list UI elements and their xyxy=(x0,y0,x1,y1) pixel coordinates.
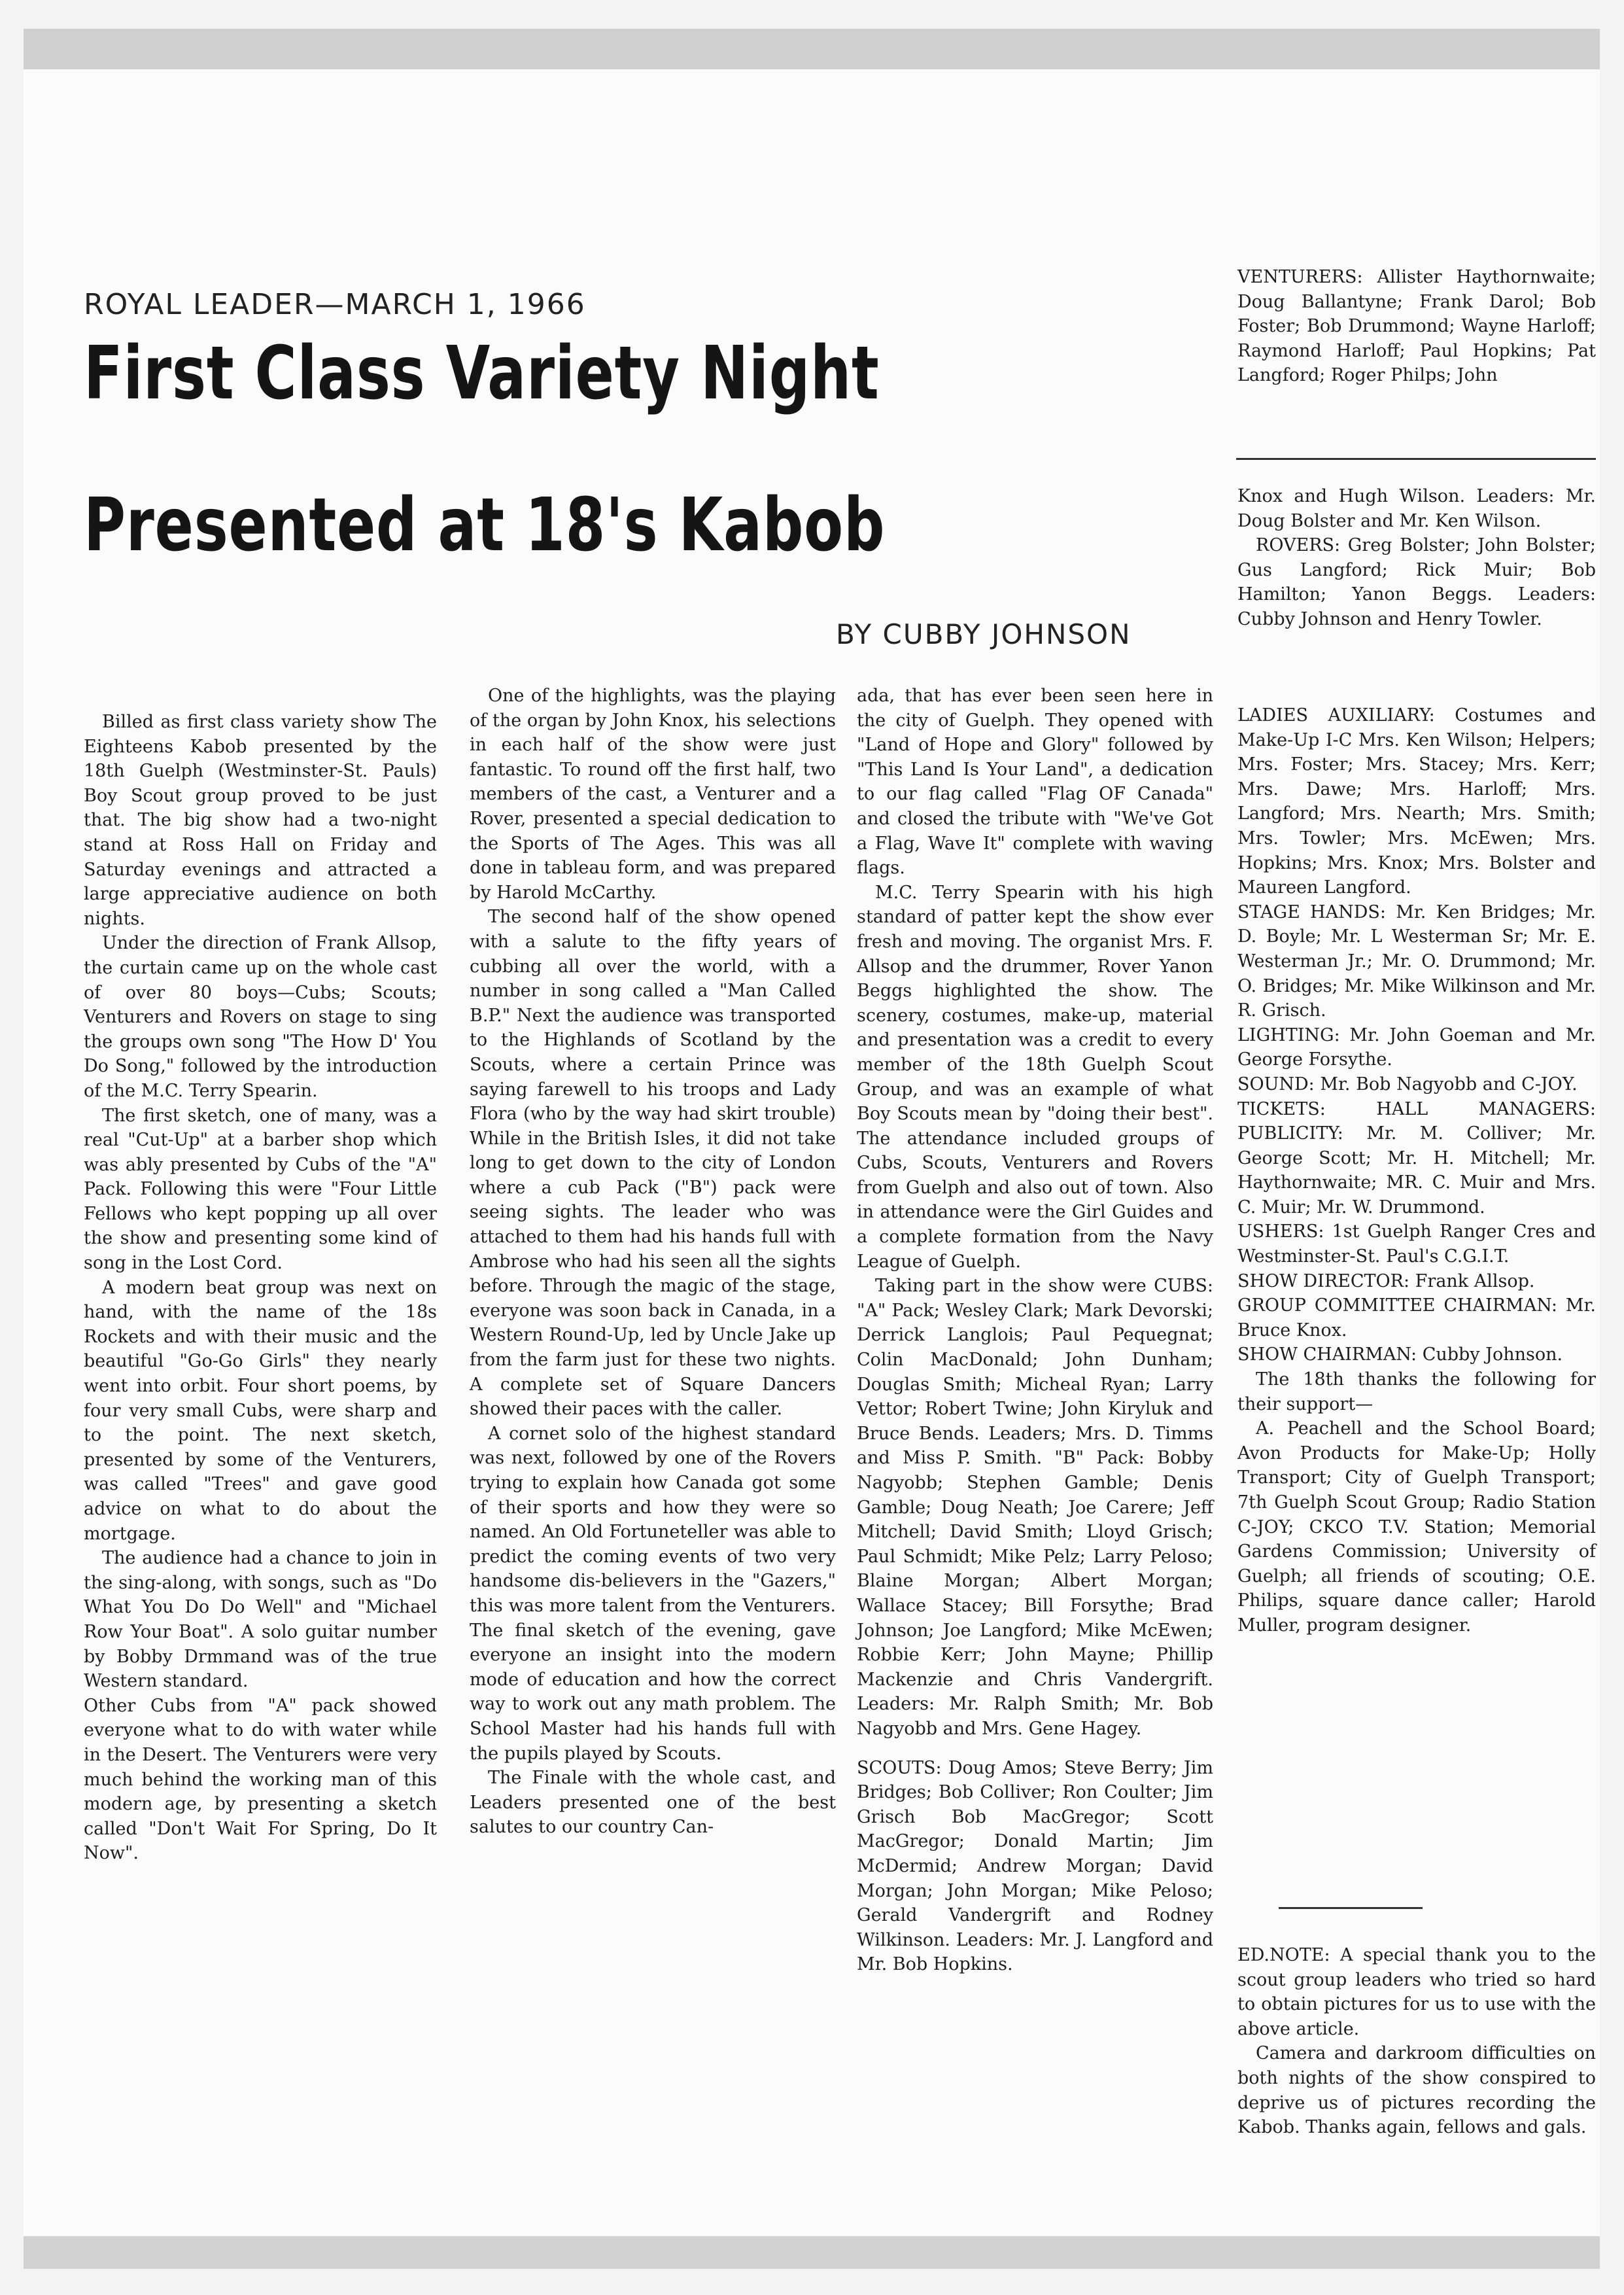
leaders-list xyxy=(1237,484,1596,632)
paragraph: SHOW DIRECTOR: Frank Allsop. xyxy=(1237,1270,1535,1291)
paragraph: A cornet solo of the highest standard was next, followed by one of the Rovers trying to explain how Canada got some of their sports and how they were so named. An Old Fortuneteller was able to predict the coming events of two very handsome dis-believers in the "Gazers," this was more talent from the Venturers. The final sketch of the evening, gave everyone an insight into the modern mode of education and how the correct way to work out any math problem. The School Master had his hands full with the pupils played by Scouts. xyxy=(470,1423,836,1764)
article-column-3 xyxy=(857,684,1213,1977)
paragraph: ED.NOTE: A special thank you to the scout group leaders who tried so hard to obtain pictures for us to use with the above article. xyxy=(1237,1945,1596,2039)
paragraph: SCOUTS: Doug Amos; Steve Berry; Jim Bridges; Bob Colliver; Ron Coulter; Jim Grisch Bob MacGregor; Scott MacGregor; Donald Martin; Jim McDermid; Andrew Morgan; David Morgan; John Morgan; Mike Peloso; Gerald Vandergrift and Rodney Wilkinson. Leaders: Mr. J. Langford and Mr. Bob Hopkins. xyxy=(857,1757,1213,1975)
paragraph: M.C. Terry Spearin with his high standard of patter kept the show ever fresh and moving. The organist Mrs. F. Allsop and the drummer, Rover Yanon Beggs highlighted the show. The scenery, costumes, make-up, material and presentation was a credit to every member of the 18th Guelph Scout Group, and was an example of what Boy Scouts mean by "doing their best". The attendance included groups of Cubs, Scouts, Venturers and Rovers from Guelph and also out of town. Also in attendance were the Girl Guides and a complete formation from the Navy League of Guelph. xyxy=(857,882,1213,1272)
scan-top-band xyxy=(24,29,1600,69)
paragraph: A modern beat group was next on hand, with the name of the 18s Rockets and with their music and the beautiful "Go-Go Girls" they nearly went into orbit. Four short poems, by four very small Cubs, were sharp and to the point. The next sketch, presented by some of the Venturers, was called "Trees" and gave good advice on what to do about the mortgage. xyxy=(84,1277,437,1544)
paragraph: USHERS: 1st Guelph Ranger Cres and Westminster-St. Paul's C.G.I.T. xyxy=(1237,1221,1596,1267)
paragraph: ada, that has ever been seen here in the city of Guelph. They opened with "Land of Hope and Glory" followed by "This Land Is Your Land", a dedication to our flag called "Flag OF Canada" and closed the tribute with "We've Got a Flag, Wave It" complete with waving flags. xyxy=(857,686,1213,879)
paragraph: VENTURERS: Allister Haythornwaite; Doug Ballantyne; Frank Darol; Bob Foster; Bob Drummond; Wayne Harloff; Raymond Harloff; Paul Hopkins; Pat Langford; Roger Philps; John xyxy=(1237,267,1596,386)
divider-rule xyxy=(1279,1907,1423,1909)
scan-bottom-band xyxy=(24,2236,1600,2269)
paragraph: SHOW CHAIRMAN: Cubby Johnson. xyxy=(1237,1344,1563,1365)
paragraph: Billed as first class variety show The Eighteens Kabob presented by the 18th Guelph (Westminster-St. Pauls) Boy Scout group proved to be just that. The big show had a two-night stand at Ross Hall on Friday and Saturday evenings and attracted a large appreciative audience on both nights. xyxy=(84,712,437,929)
paragraph: Taking part in the show were CUBS: "A" Pack; Wesley Clark; Mark Devorski; Derrick Langlois; Paul Pequegnat; Colin MacDonald; John Dunham; Douglas Smith; Micheal Ryan; Larry Vettor; Robert Twine; John Kiryluk and Bruce Bends. Leaders; Mrs. D. Timms and Miss P. Smith. "B" Pack: Bobby Nagyobb; Stephen Gamble; Denis Gamble; Doug Neath; Joe Carere; Jeff Mitchell; David Smith; Lloyd Grisch; Paul Schmidt; Mike Pelz; Larry Peloso; Blaine Morgan; Albert Morgan; Wallace Stacey; Bill Forsythe; Brad Johnson; Joe Langford; Mike McEwen; Robbie Kerr; John Mayne; Phillip Mackenzie and Chris Vandergrift. Leaders: Mr. Ralph Smith; Mr. Bob Nagyobb and Mrs. Gene Hagey. xyxy=(857,1276,1213,1739)
headline-line-1: First Class Variety Night xyxy=(84,331,880,416)
paragraph: Knox and Hugh Wilson. Leaders: Mr. Doug Bolster and Mr. Ken Wilson. xyxy=(1237,486,1596,531)
headline-line-2: Presented at 18's Kabob xyxy=(84,483,886,568)
article-column-1 xyxy=(84,710,437,1866)
paragraph: LADIES AUXILIARY: Costumes and Make-Up I-C Mrs. Ken Wilson; Helpers; Mrs. Foster; Mrs. Stacey; Mrs. Kerr; Mrs. Dawe; Mrs. Harloff; Mrs. Langford; Mrs. Nearth; Mrs. Smith; Mrs. Towler; Mrs. McEwen; Mrs. Hopkins; Mrs. Knox; Mrs. Bolster and Maureen Langford. xyxy=(1237,705,1596,898)
paragraph: One of the highlights, was the playing of the organ by John Knox, his selections in each half of the show were just fantastic. To round off the first half, two members of the cast, a Venturer and a Rover, presented a special dedication to the Sports of The Ages. This was all done in tableau form, and was prepared by Harold McCarthy. xyxy=(470,686,836,903)
paragraph: Other Cubs from "A" pack showed everyone what to do with water while in the Desert. The Venturers were very much behind the working man of this modern age, by presenting a sketch called "Don't Wait For Spring, Do It Now". xyxy=(84,1695,437,1864)
paragraph: The audience had a chance to join in the sing-along, with songs, such as "Do What You Do Do Well" and "Michael Row Your Boat". A solo guitar number by Bobby Drmmand was of the true Western standard. xyxy=(84,1548,437,1692)
paragraph: LIGHTING: Mr. John Goeman and Mr. George Forsythe. xyxy=(1237,1025,1596,1070)
paragraph: Camera and darkroom difficulties on both nights of the show conspired to deprive us of pictures recording the Kabob. Thanks again, fellows and gals. xyxy=(1237,2043,1596,2138)
venturers-list xyxy=(1237,265,1596,388)
paragraph: The second half of the show opened with a salute to the fifty years of cubbing all over the world, with a number in song called a "Man Called B.P." Next the audience was transported to the Highlands of Scotland by the Scouts, where a certain Prince was saying farewell to his troops and Lady Flora (who by the way had skirt trouble) While in the British Isles, it did not take long to get down to the city of London where a cub Pack ("B") pack were seeing sights. The leader who was attached to them had his hands full with Ambrose who had his seen all the sights before. Through the magic of the stage, everyone was soon back in Canada, in a Western Round-Up, led by Uncle Jake up from the farm just for these two nights. A complete set of Square Dancers showed their paces with the caller. xyxy=(470,907,836,1420)
paragraph: SOUND: Mr. Bob Nagyobb and C-JOY. xyxy=(1237,1074,1578,1095)
divider-rule xyxy=(1236,458,1596,460)
credits-list xyxy=(1237,703,1596,1638)
paragraph: The first sketch, one of many, was a real "Cut-Up" at a barber shop which was ably presented by Cubs of the "A" Pack. Following this were "Four Little Fellows who kept popping up all over the show and presenting some kind of song in the Lost Cord. xyxy=(84,1105,437,1274)
paragraph: Under the direction of Frank Allsop, the curtain came up on the whole cast of over 80 boys—Cubs; Scouts; Venturers and Rovers on stage to sing the groups own song "The How D' You Do Song," followed by the introduction of the M.C. Terry Spearin. xyxy=(84,933,437,1101)
paragraph: STAGE HANDS: Mr. Ken Bridges; Mr. D. Boyle; Mr. L Westerman Sr; Mr. E. Westerman Jr.; Mr. O. Drummond; Mr. O. Bridges; Mr. Mike Wilkinson and Mr. R. Grisch. xyxy=(1237,902,1596,1021)
article-column-2 xyxy=(470,684,836,1840)
paragraph: GROUP COMMITTEE CHAIRMAN: Mr. Bruce Knox. xyxy=(1237,1295,1596,1340)
byline: BY CUBBY JOHNSON xyxy=(836,618,1132,650)
paragraph: TICKETS: HALL MANAGERS: PUBLICITY: Mr. M. Colliver; Mr. George Scott; Mr. H. Mitchell; Mr. Haythornwaite; MR. C. Muir and Mrs. C. Muir; Mr. W. Drummond. xyxy=(1237,1098,1596,1218)
paragraph: The Finale with the whole cast, and Leaders presented one of the best salutes to our country Can- xyxy=(470,1768,836,1838)
paragraph: The 18th thanks the following for their support— xyxy=(1237,1369,1596,1414)
paragraph: A. Peachell and the School Board; Avon Products for Make-Up; Holly Transport; City of Guelph Transport; 7th Guelph Scout Group; Radio Station C-JOY; CKCO T.V. Station; Memorial Gardens Commission; University of Guelph; all friends of scouting; O.E. Philips, square dance caller; Harold Muller, program designer. xyxy=(1237,1418,1596,1636)
masthead-date: ROYAL LEADER—MARCH 1, 1966 xyxy=(84,288,586,321)
editor-note xyxy=(1237,1943,1596,2140)
paragraph: ROVERS: Greg Bolster; John Bolster; Gus Langford; Rick Muir; Bob Hamilton; Yanon Beggs. Leaders: Cubby Johnson and Henry Towler. xyxy=(1237,535,1596,629)
